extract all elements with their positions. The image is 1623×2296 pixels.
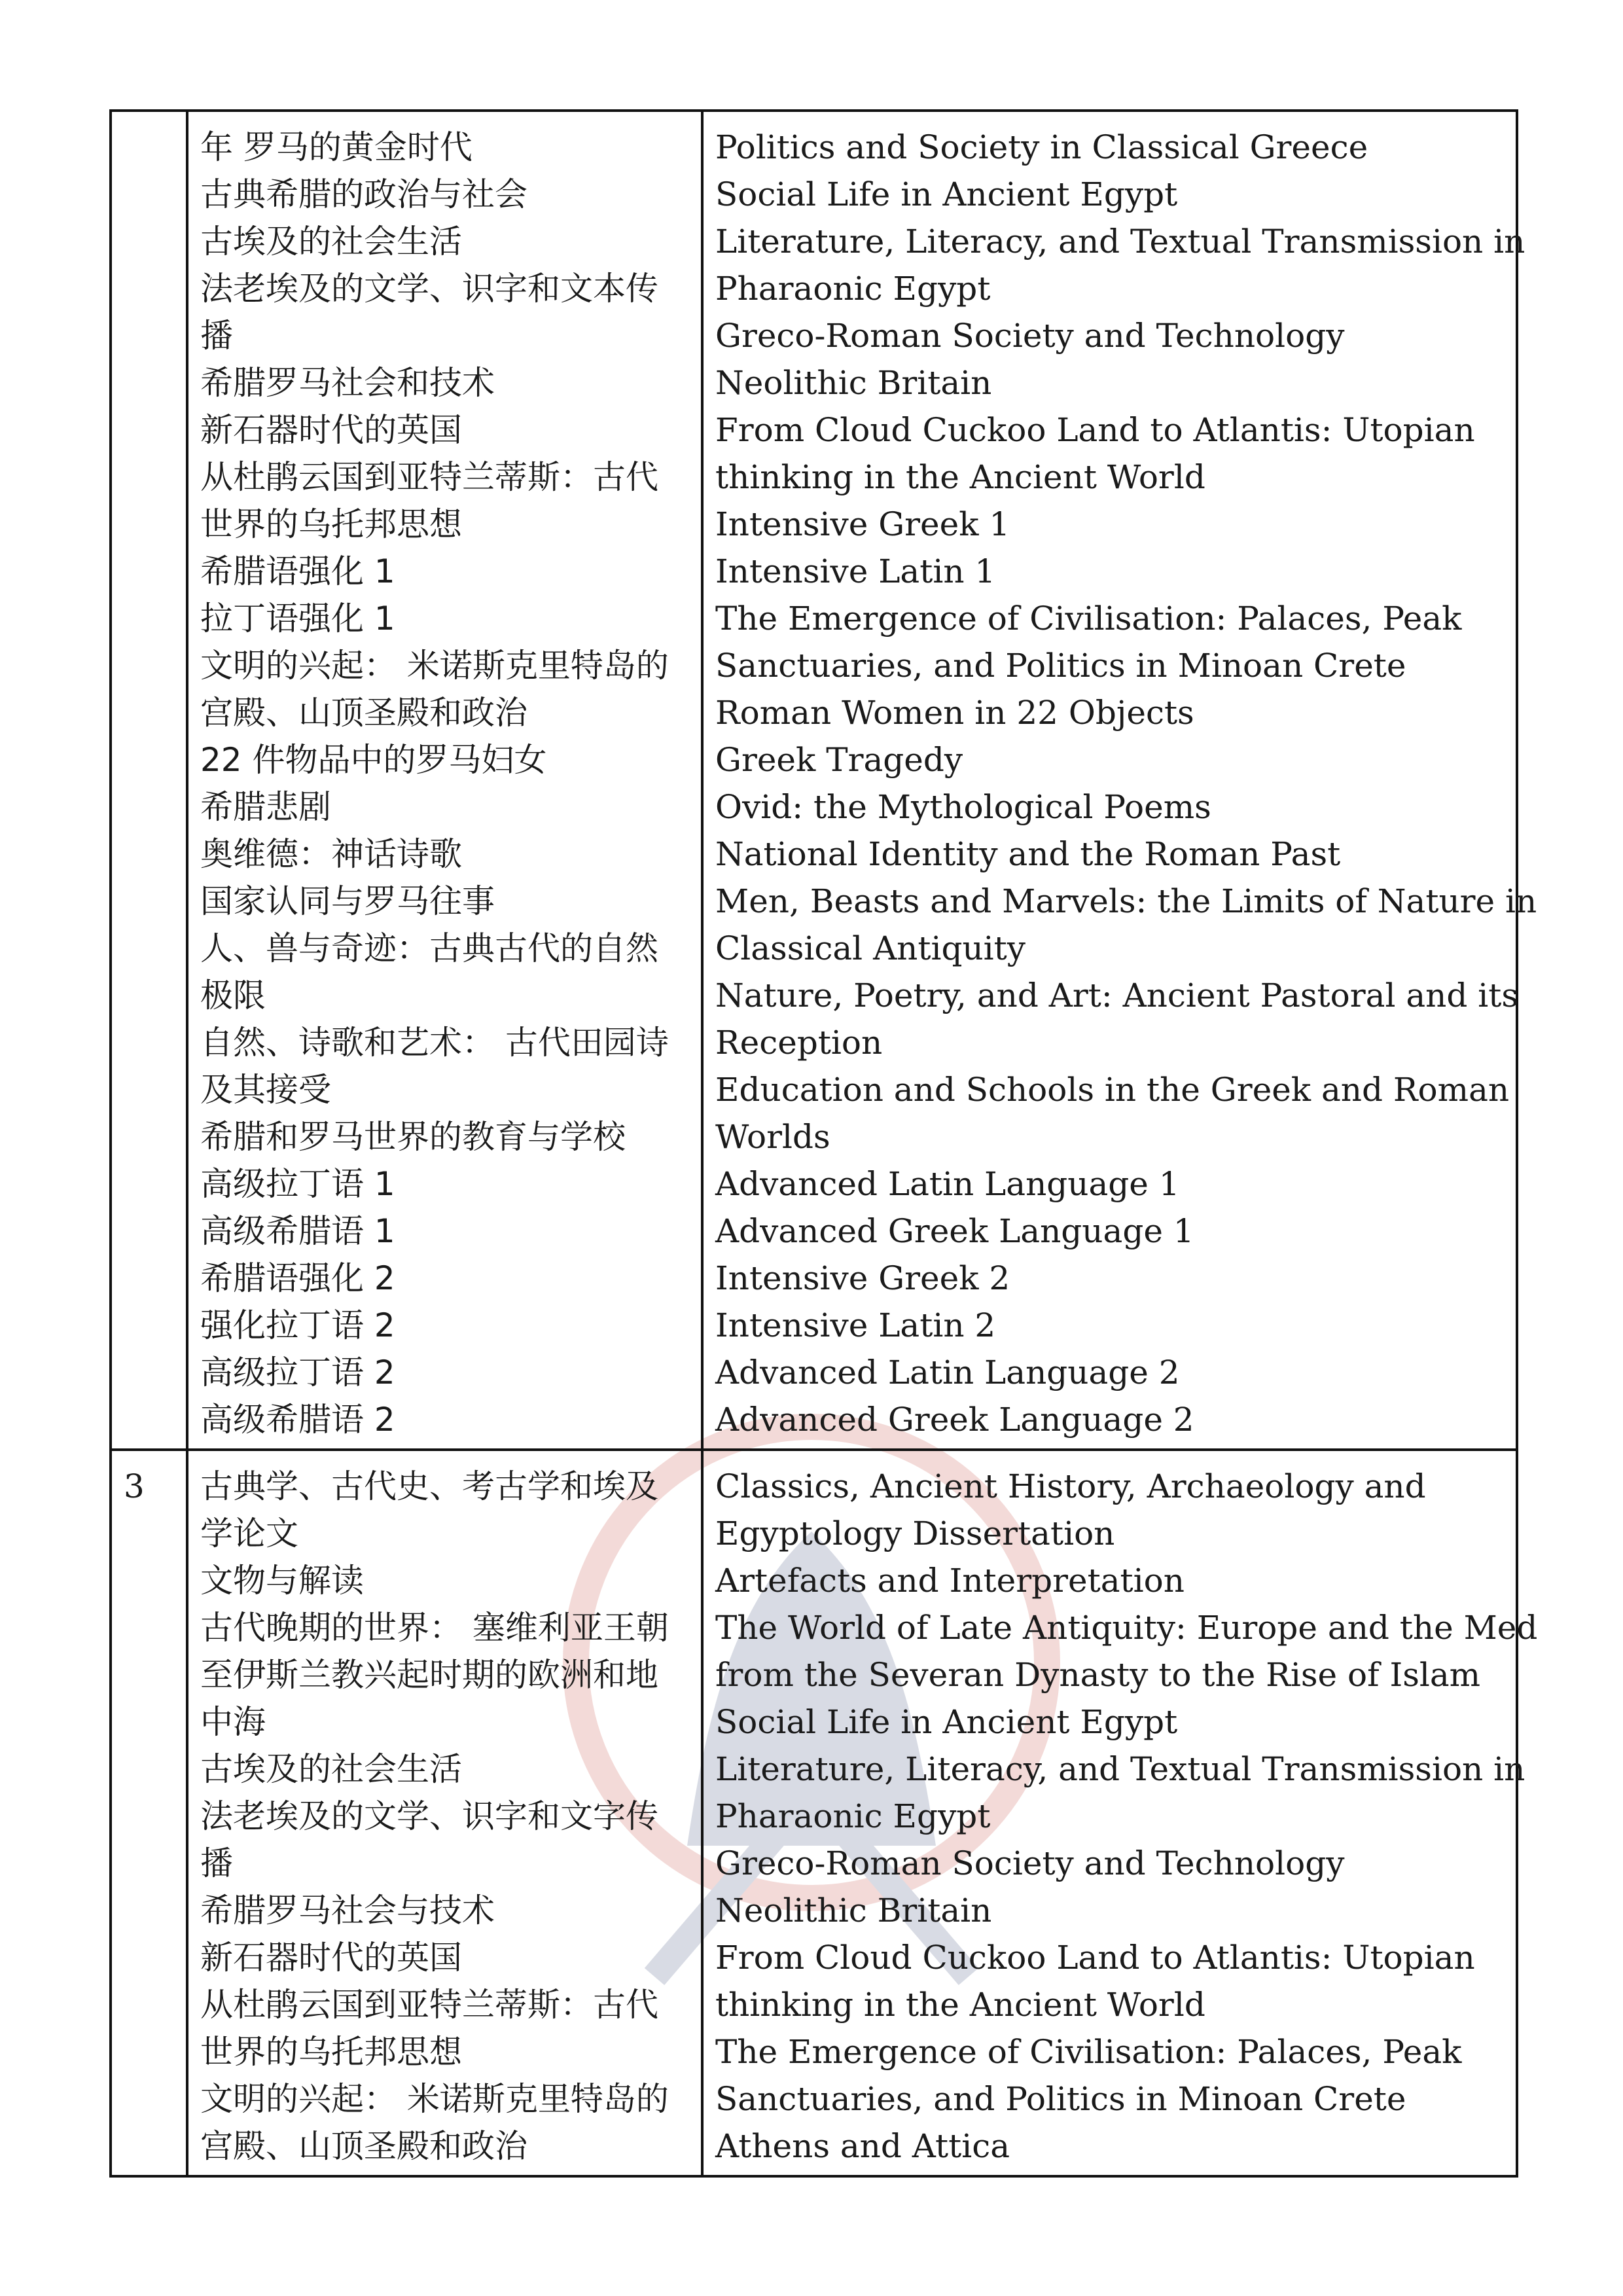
zh-course-line: 高级拉丁语 2 [200,1354,395,1391]
en-course-line: Social Life in Ancient Egypt [715,175,1178,213]
en-course-line: Advanced Latin Language 1 [715,1165,1180,1203]
zh-course-line: 希腊语强化 1 [200,552,395,590]
zh-course-line: 国家认同与罗马往事 [200,882,495,920]
zh-course-line: 自然、诗歌和艺术： 古代田园诗 [200,1024,669,1062]
zh-course-line: 古典学、古代史、考古学和埃及 [200,1467,658,1505]
zh-course-line: 法老埃及的文学、识字和文字传 [200,1797,658,1835]
en-course-line: Neolithic Britain [715,1892,992,1929]
en-course-line: The World of Late Antiquity: Europe and the Med [715,1609,1538,1647]
zh-course-line: 宫殿、山顶圣殿和政治 [200,2127,527,2165]
zh-course-line: 世界的乌托邦思想 [200,505,462,543]
en-course-line: From Cloud Cuckoo Land to Atlantis: Utopian [715,411,1475,449]
en-course-line: Men, Beasts and Marvels: the Limits of Nature in [715,882,1537,920]
zh-course-line: 古埃及的社会生活 [200,1750,462,1788]
en-course-line: Worlds [715,1118,830,1156]
en-course-line: from the Severan Dynasty to the Rise of Islam [715,1656,1481,1694]
en-course-line: Classics, Ancient History, Archaeology and [715,1467,1426,1505]
english-course-list [702,111,1537,1450]
zh-course-line: 古埃及的社会生活 [200,223,462,260]
en-course-line: Sanctuaries, and Politics in Minoan Crete [715,647,1406,685]
en-course-line: Artefacts and Interpretation [715,1562,1185,1600]
en-course-line: Classical Antiquity [715,929,1026,967]
en-course-line: From Cloud Cuckoo Land to Atlantis: Utopian [715,1939,1475,1977]
zh-course-line: 文物与解读 [200,1562,364,1600]
chinese-course-list [187,111,702,1450]
zh-course-line: 希腊语强化 2 [200,1259,395,1297]
table-row [111,111,1517,1450]
year-cell [111,1450,187,2176]
en-course-line: Roman Women in 22 Objects [715,694,1194,732]
zh-course-line: 高级希腊语 1 [200,1212,395,1250]
zh-course-line: 希腊罗马社会与技术 [200,1892,495,1929]
zh-course-line: 年 罗马的黄金时代 [200,128,473,166]
course-table [109,109,1538,2178]
en-course-line: Social Life in Ancient Egypt [715,1703,1178,1741]
zh-course-line: 新石器时代的英国 [200,1939,462,1977]
zh-course-line: 从杜鹃云国到亚特兰蒂斯：古代 [200,1986,658,2024]
en-course-line: Advanced Greek Language 1 [715,1212,1194,1250]
zh-course-line: 希腊罗马社会和技术 [200,364,495,402]
zh-course-line: 至伊斯兰教兴起时期的欧洲和地 [200,1656,658,1694]
zh-course-line: 希腊悲剧 [200,788,331,826]
year-label: 3 [124,1467,145,1505]
en-course-line: Pharaonic Egypt [715,1797,991,1835]
zh-course-line: 拉丁语强化 1 [200,600,395,637]
en-course-line: The Emergence of Civilisation: Palaces, Peak [715,2033,1462,2071]
en-course-line: Nature, Poetry, and Art: Ancient Pastoral and its [715,977,1518,1014]
zh-course-line: 及其接受 [200,1071,331,1109]
en-course-line: Advanced Greek Language 2 [715,1401,1194,1439]
zh-course-line: 古代晚期的世界： 塞维利亚王朝 [200,1609,669,1647]
zh-course-line: 22 件物品中的罗马妇女 [200,741,547,779]
en-course-line: Advanced Latin Language 2 [715,1354,1180,1391]
zh-course-line: 中海 [200,1703,266,1741]
zh-course-line: 从杜鹃云国到亚特兰蒂斯：古代 [200,458,658,496]
zh-course-line: 高级拉丁语 1 [200,1165,395,1203]
zh-course-line: 人、兽与奇迹：古典古代的自然 [200,929,658,967]
en-course-line: The Emergence of Civilisation: Palaces, Peak [715,600,1462,637]
zh-course-line: 奥维德：神话诗歌 [200,835,462,873]
en-course-line: Literature, Literacy, and Textual Transmission in [715,223,1525,260]
en-course-line: thinking in the Ancient World [715,458,1205,496]
chinese-course-list [187,1450,702,2176]
zh-course-line: 学论文 [200,1515,298,1552]
en-course-line: Ovid: the Mythological Poems [715,788,1211,826]
year-cell [111,111,187,1450]
zh-course-line: 法老埃及的文学、识字和文本传 [200,270,658,308]
en-course-line: Intensive Latin 2 [715,1306,996,1344]
en-course-line: Greco-Roman Society and Technology [715,317,1345,355]
en-course-line: Literature, Literacy, and Textual Transmission in [715,1750,1525,1788]
en-course-line: thinking in the Ancient World [715,1986,1205,2024]
zh-course-line: 古典希腊的政治与社会 [200,175,527,213]
zh-course-line: 宫殿、山顶圣殿和政治 [200,694,527,732]
english-course-list [702,1450,1538,2176]
en-course-line: Intensive Greek 2 [715,1259,1010,1297]
en-course-line: Reception [715,1024,883,1062]
zh-course-line: 文明的兴起： 米诺斯克里特岛的 [200,647,669,685]
zh-course-line: 希腊和罗马世界的教育与学校 [200,1118,626,1156]
table-row [111,1450,1517,2176]
en-course-line: Pharaonic Egypt [715,270,991,308]
en-course-line: Education and Schools in the Greek and Roman [715,1071,1510,1109]
en-course-line: National Identity and the Roman Past [715,835,1341,873]
en-course-line: Greek Tragedy [715,741,963,779]
en-course-line: Egyptology Dissertation [715,1515,1115,1552]
en-course-line: Greco-Roman Society and Technology [715,1844,1345,1882]
en-course-line: Athens and Attica [715,2127,1010,2165]
zh-course-line: 新石器时代的英国 [200,411,462,449]
zh-course-line: 世界的乌托邦思想 [200,2033,462,2071]
en-course-line: Intensive Latin 1 [715,552,996,590]
zh-course-line: 高级希腊语 2 [200,1401,395,1439]
en-course-line: Sanctuaries, and Politics in Minoan Crete [715,2080,1406,2118]
zh-course-line: 文明的兴起： 米诺斯克里特岛的 [200,2080,669,2118]
zh-course-line: 强化拉丁语 2 [200,1306,395,1344]
en-course-line: Intensive Greek 1 [715,505,1010,543]
zh-course-line: 播 [200,317,233,355]
zh-course-line: 极限 [200,977,266,1014]
en-course-line: Politics and Society in Classical Greece [715,128,1368,166]
zh-course-line: 播 [200,1844,233,1882]
en-course-line: Neolithic Britain [715,364,992,402]
